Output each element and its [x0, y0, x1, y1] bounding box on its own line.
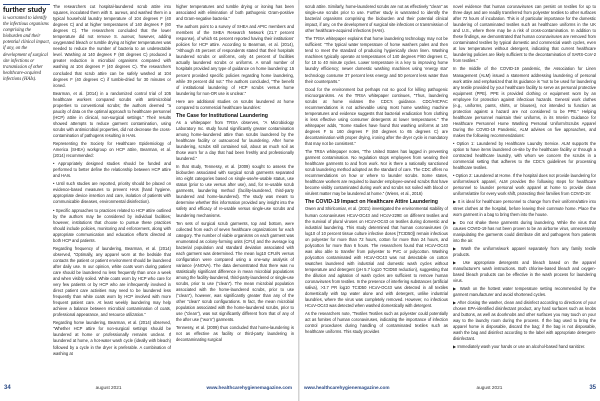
page-number: 34	[4, 385, 11, 391]
bullet-item: • Option 2: Laundered at Home. If the hospital does not provide laundering for uniforms/work apparel, ALM provides the following steps for healthcare personnel to launder personal work apparel at home to provide clean uniforms/attire for every work shift, protecting their families from COVID-19:	[453, 173, 596, 197]
paragraph: Bearman, et al. (2014) in a randomized control trial of 105 healthcare workers compared scrubs with antimicrobial properties to conventional scrubs; the authors deemed "a paucity of data on the optimal approach to healthcare personnel (HCP) attire in clinical, non-surgical settings." Their results showed attempts to reduce garment contamination, using scrubs with antimicrobial properties, did not decrease the cross-contamination of pathogens resulting in HAIs.	[53, 90, 171, 138]
paragraph: scrub attire. Similarly, home-laundered scrubs are not as effectively "clean" as single-use scrubs prior to use. Further study is warranted to identify the bacterial organisms comprising the bioburden and their potential clinical impact, if any, on the development of surgical site infections or transmission of other healthcare-acquired infections (HAIs).	[305, 4, 448, 34]
arrow-item: ▶ Do not shake these garments during laundering. While the virus that causes COVID-19 has not been proven to be an airborne virus, unnecessarily manipulating the garments could distribute dirt and pathogens from patients into the air.	[453, 219, 596, 243]
site-link[interactable]: www.healthcarehygienemagazine.com	[304, 385, 390, 390]
pull-quote-head: further study	[3, 7, 47, 14]
issue-date: august 2021	[476, 385, 503, 390]
paragraph: Good for the environment but perhaps not so good for killing pathogenic microorganisms. As the TRSA whitepaper continues, "Thus, laundering scrubs at home violates the CDC's guidance. CDC/HICPAC recommendations is not achievable using most home washing machine temperatures and evidence suggests that bacterial eradication from clothing is less effective using consumer detergents at lower temperatures." The whitepaper adds, "Some studies have found that washing uniforms at 140 degrees F to 160 degrees F (60 degrees to 65 degrees C) are decontamination with proper drying, ironing after the dryer cycle is mandatory that may not be consistent."	[305, 86, 448, 147]
right-column-2	[453, 4, 596, 370]
issue-date: august 2021	[95, 385, 122, 390]
paragraph: As the researchers note, "Textiles Textiles such as polyester could potentially act as fomites of human coronaviruses, indicating the importance of infection control procedures during handling of contaminated textiles such as healthcare uniforms. This study provides	[305, 311, 448, 335]
arrow-item: ▶ It is ideal for healthcare personnel to change from their uniforms/attire into street clothes at the hospital, before leaving their commute home. Place the worn garment in a bag to bring them into the house.	[453, 199, 596, 217]
pull-quote-text: is warranted to identify the infectious organisms comprising the bioburden and their potential clinical impact, if any, on the development of surgical site infections or transmission of other healthcare-acquired infections (HAIs).	[3, 16, 50, 82]
paragraph: Ten sets of surgical scrub garments, top and bottom, were collected from each of seven healthcare organizations for each category. The number of viable organisms on each garment was enumerated as colony-forming units (CFU) and the average log bacterial population and standard deviation associated with each garment was determined. The mean log10 CFU/N versus configuration were compared using a one-way analysis of variance (ANOVA). The data demonstrated that there was no statistically significant difference in mean microbial populations among the facility-laundered, third-party-laundered or single-use scrubs, prior to use ("clean"). The mean microbial population associated with the home-laundered scrubs, prior to use ("clean"), however, was significantly greater than any of the other "clean" scrub configurations. In fact, the mean microbial population associated with the home-laundered scrubs, prior to use ("clean"), was not significantly different from that of any of the after use ("worn") garments.	[176, 220, 294, 323]
paragraph: The researchers cut hospital-laundered scrub attire into squares, inoculated them with S. aureus, and washed them in a typical household laundry temperature of 104 degrees F (40 degrees C) and at higher temperatures of 140 degrees F (60 degrees C). The researchers concluded that the lower temperature did not remove S. aureus; however, adding oxygenated bleach or tumble drying at higher temperatures was needed to reduce the number of bacteria to an undetectable level. Washing at 140 degrees F (60 degrees C) produced a greater reduction in microbial organisms compared with washing at 104 degrees F (40 degrees C). The researchers concluded that scrub attire can be safely washed at 104 degrees F (40 degrees C) if tumble-dried for 30 minutes or ironed.	[53, 4, 171, 88]
arrow-item: ▶ Wash the uniforms/work apparel separately from any family textile products.	[453, 245, 596, 257]
paragraph: Representing the Society for Healthcare Epidemiology of America (SHEA) workgroup on HCP attire, Bearman, et al. (2014) recommended:	[53, 141, 171, 159]
arrow-item: ▶ Wash on the hottest water temperature setting recommended by the garment manufacturer and avoid shortened cycles.	[453, 286, 596, 298]
bullet-item: • Until such studies are reported, priority should be placed on evidence-based measures to prevent HAIs (hand hygiene, appropriate device insertion and care, isolation of patients with communicable diseases, environmental disinfection).	[53, 181, 171, 205]
section-heading: The COVID-19 Impact on Healthcare Attire Laundering	[305, 199, 438, 206]
paragraph: novel evidence that human coronaviruses can persist on textiles for up to three days and are readily transferred from polyester textiles to other surfaces after 72 hours of incubation. This is of particular importance for the domestic laundering of contaminated textiles such as healthcare uniforms in the UK and U.S., where there may be a risk of cross-contamination. In addition to these findings, we demonstrated that human coronaviruses are removed from contaminated textiles by typical domestic and commercial wash cycles, even at low temperatures without detergent, indicating that current healthcare laundering policies are likely sufficient to the decontamination of SARS-CoV-2 from textiles."	[453, 4, 596, 64]
paragraph: Tennessy, et al. (2009) thus concluded that home-laundering is not as effective as facility or third-party laundering in decontaminating surgical	[176, 325, 294, 343]
paragraph: Here are additional studies on scrubs laundered at home compared to commercial healthcare laundries:	[176, 98, 294, 110]
paragraph: Regarding home laundering, Bearman, et al. (2014) observed, "Whether HCP attire for non-surgical settings should be laundered at home or professionally remains unclear. If laundered at home, a hot-water wash cycle (ideally with bleach) followed by a cycle in the dryer is preferable. A combination of washing at	[53, 320, 171, 356]
bullet-item: • Specific approaches to practices related to HCP attire outlined by the authors may be considered by individual facilities; however, institutions that choose to pursue these practices should include policies, monitoring and enforcement, along with appropriate communication and education efforts directed at both HCP and patients.	[53, 207, 171, 243]
right-column-1	[305, 4, 448, 370]
paragraph: The authors point to a survey of SHEA and APIC members and members of the SHEA Research Network (21.7 percent response), of which 61 percent reported having their institutions' policies for HCP attire. According to Bearman, et al. (2014), "Although 45 percent of respondents stated that their hospitals laundered scrubs or uniforms, only 44 percent of facilities actually laundered scrubs or uniforms. A small number of hospitals provided any type of guidance on home laundering: 15 percent provided specific policies regarding home laundering, while 39 percent did not." The authors concluded, "The benefit of institutional laundering of HCP scrubs versus home laundering for non-OR use is unclear."	[176, 24, 294, 96]
bullet-item: • Appropriately designed studies should be funded and performed to better define the relationship between HCP attire and HAIs.	[53, 161, 171, 179]
pull-quote-sidebar	[3, 4, 50, 375]
arrow-item: ▶ Use appropriate detergents and bleach based on the apparel manufacturer's wash instructions. Both chlorine-based bleach and oxygen-based bleach products can be effective in the wash process for laundering virus.	[453, 259, 596, 284]
paragraph: The TRSA whitepaper explains that home laundering technology may not be sufficient: "The typical water temperature of home washers pales and then tend to meet the standard of producing hygienically clean linen. Washing machines typically operate at temperatures of 140 degrees F/60 degrees C, for 10 to 40 minute cycles. Lower temperature is a key to improving home laundry efficiency; newer domestic washing machines using 'energy star' technology consume 37 percent less energy and 50 percent less water than their counterparts."	[305, 36, 448, 84]
paragraph: Regarding frequency of laundering, Bearman, et al. (2014) observed, "Optimally, any apparel worn at the bedside that contacts the patient or patient environment should be laundered after daily use. In our opinion, white coats worn during patient care should be laundered no less frequently than once a week and when visibly soiled. White coats worn by HCP who care for very few patients or by HCP who are infrequently involved in direct patient care activities may need to be laundered less frequently than white coats worn by HCP involved with more frequent patient care. At least weekly laundering may help achieve a balance between microbial contamination of coats, professional appearance, and resource utilization."	[53, 245, 171, 318]
paragraph: higher temperatures and tumble drying or ironing has been associated with elimination of both pathogenic Gram-positive and Gram-negative bacteria."	[176, 4, 294, 22]
right-footer	[304, 382, 596, 394]
paragraph: The TRSA whitepaper notes, "The United States has lagged in preventing garment contamination. No regulation stops employees from wearing their healthcare garments to and from work. Nor is there a nationally sanctioned scrub laundering method adopted as the standard of care. The CDC offers no recommendations on how or where to launder scrubs. Some states, healthcare workers are required to launder employee-owned scrubs that have become visibly contaminated during work and scrubs not soiled with blood or virulent matter may be laundered at home." (Wiens, et al., 2016)	[305, 149, 448, 197]
left-page	[0, 0, 298, 401]
left-column-1	[53, 4, 171, 370]
arrow-item: ▶ Immediately wash your hands or use an alcohol-based hand sanitizer.	[453, 344, 586, 350]
left-footer	[4, 382, 292, 394]
paragraph: Owen and Shirlcomiar, et al. (2021) investigated the environmental stability of human coronaviruses HCoV-OC43 and HCoV-229E on different textiles and the survival of plural viruses on HCoV-OC43 on textiles during domestic and industrial laundering. This study determined that human coronaviruses (in log10 of 10 percent tissue culture infective doses [TCID50]) remain infectious on polyester for more than 72 hours, cotton for more than 24 hours, and polycotton for more than 6 hours. The researchers found that HCoV-OC43 was also able to transfer from polyester to PVC or polycotton. Washing polycotton contaminated with HCoV-OC43 was not detectable on cotton swatches laundered with industrial and domestic wash cycles without temperature and detergent (pH 5.7 log10 TCID50 reduction), suggesting that the dilution and agitation of wash cycles are sufficient to remove human coronaviruses from textiles. In the presence of interfering substances (artificial saliva), >3.7 PR log10 TCID50 HCoV-OC43 was detected in all textiles domestically with tap water alone and with detergent, unlike industrial laundries, where the virus was completely removed. However, no infectious HCoV-OC43 was detected when washed domestically with detergent.	[305, 206, 448, 309]
arrow-item: ▶ After closing the washer, clean and disinfect according to directions of your chosen EPA-identified disinfectant product, any hard surfaces such as knobs and buttons, as well as doorknobs and other surfaces you may touch on your way to the laundry room during the process. If the bag used to bring the apparel home is disposable, discard the bag; if the bag is not disposable, wash the bag and disinfect according to the label with appropriate detergent-disinfectant.	[453, 300, 596, 342]
bullet-item: • Option 1: Laundered by Healthcare Laundry Service. ALM supports the option to have items laundered on-site by the healthcare facility or through a contracted healthcare laundry, with whom we concern the scrubs in a commercial setting that adheres to the CDC's guidelines for processing healthcare textiles.	[453, 141, 596, 171]
section-heading: The Case for Institutional Laundering	[176, 112, 268, 119]
paragraph: In that study, Tennessy, et al. (2009) sought to assess the bioburden associated with surgical scrub garments separated into eight categories based on single-use/re-usable status, use status (prior to use versus after use), and, for re-usable scrub garments, laundering method (facility-laundered, third-party laundered and home-laundered). The study was meant to determine whether this information provided any insight into the safety and efficacy of re-usable versus single-use scrubs and laundering mechanisms.	[176, 164, 294, 218]
site-link[interactable]: www.healthcarehygienemagazine.com	[206, 385, 292, 390]
paragraph: As a whitepaper from TRSA observes, "A Microbiology Laboratory Inc. study found significantly greater contamination among home-laundered attire than scrubs laundered by the healthcare facility or outsourced for laundering. After home laundering, scrubs still contained soil, about as much soil as those worn for a day that had been freshly and professionally laundered."	[176, 119, 294, 162]
left-column-2	[176, 4, 294, 370]
page-number: 35	[589, 385, 596, 391]
paragraph: In the middle of the COVID-19 pandemic, the Association for Linen Management (ALM) issued a statement addressing laundering of personal work attire and emphasized that its guidance is "not to be used for laundering any textile provided by your healthcare facility to serve as personal protective equipment (PPE). PPE is provided clothing or equipment worn by an employee for protection against infectious hazards. General work clothes (e.g., uniforms, pants, shirts, or blouses), not intended to function as protection against a hazard are not considered to be PPE." Helping healthcare personnel maintain their uniforms, in its Interim Guidance for Healthcare Personnel Home Washing Personal Uniform/Scrubs Apparel During the COVID-19 Pandemic, ALM advises on five approaches, and makes the following recommendations:	[453, 66, 596, 138]
